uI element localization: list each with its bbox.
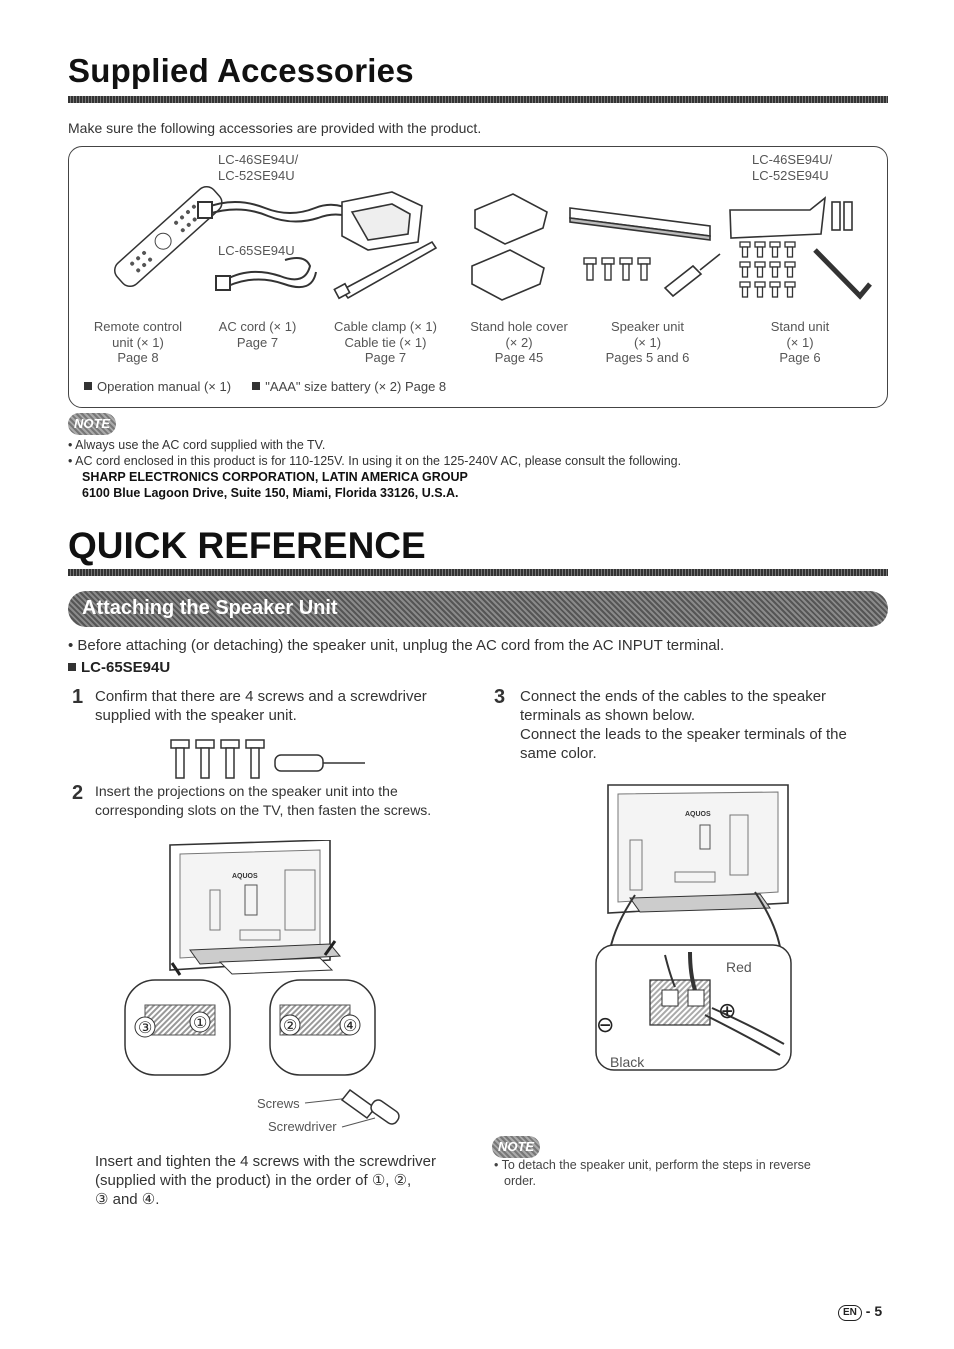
step-1-number: 1 (72, 686, 84, 708)
step-2-illustration (120, 840, 400, 1145)
svg-text:④: ④ (343, 1018, 358, 1035)
quick-reference-title: QUICK REFERENCE (68, 525, 426, 566)
remote-control-illustration (111, 183, 226, 291)
step-1-illustration (160, 735, 370, 785)
stand-hole-cover-illustration (472, 194, 547, 300)
caption-stand-unit: Stand unit (× 1) Page 6 (770, 319, 830, 365)
screwdriver-illustration (665, 254, 720, 296)
intro-text: Make sure the following accessories are provided with the product. (68, 120, 482, 136)
svg-text:Screwdriver: Screwdriver (268, 1119, 337, 1134)
square-bullet-icon (84, 382, 92, 390)
model-label-right: LC-46SE94U/ LC-52SE94U (752, 152, 833, 183)
note-1: • Always use the AC cord supplied with the TV. • AC cord enclosed in this product is for 110-125V. In using it on the 125-240V AC, please consult the following. SHARP ELECTRONICS CORPORATION, LATIN AMERICA GROUP 6100 Blue Lagoon Drive, Suite 150, Miami, Florida 33126, U.S.A. (68, 438, 682, 500)
step-2-number: 2 (72, 782, 84, 804)
speaker-unit-illustration (570, 208, 710, 240)
caption-cable-clamp: Cable clamp (× 1) Cable tie (× 1) Page 7 (334, 319, 437, 365)
caption-speaker-unit: Speaker unit (× 1) Pages 5 and 6 (605, 319, 690, 365)
svg-text:Screws: Screws (257, 1096, 300, 1111)
step-1-text: Confirm that there are 4 screws and a screwdriver supplied with the speaker unit. (95, 688, 427, 724)
square-bullet-icon (252, 382, 260, 390)
extra-accessories: Operation manual (× 1) "AAA" size battery (× 2) Page 8 (84, 379, 446, 394)
caption-ac-cord: AC cord (× 1) Page 7 (218, 319, 297, 350)
cable-clamp-illustration (342, 192, 422, 250)
screwdriver-illustration (342, 1090, 400, 1126)
square-bullet-icon (68, 663, 76, 671)
note-badge-2: NOTE (492, 1136, 540, 1158)
svg-text:①: ① (193, 1015, 208, 1032)
svg-text:⊕: ⊕ (718, 998, 737, 1023)
stand-screws-illustration (740, 242, 795, 297)
language-badge: EN (838, 1305, 862, 1321)
model-heading: LC-65SE94U (68, 659, 170, 676)
section-banner: Attaching the Speaker Unit (68, 591, 888, 627)
page-title: Supplied Accessories (68, 52, 414, 89)
ac-cord-65-illustration (216, 258, 316, 290)
stand-unit-illustration (730, 198, 852, 238)
step-3-text: Connect the ends of the cables to the speaker terminals as shown below. Connect the leads to the speaker terminals of the same color. (520, 688, 847, 762)
step-3-illustration (590, 780, 800, 1085)
step-2-text: Insert the projections on the speaker unit into the corresponding slots on the TV, then fasten the screws. (95, 783, 432, 818)
step-3-number: 3 (494, 686, 506, 708)
title-rule (68, 96, 888, 103)
accessories-illustration (80, 180, 880, 315)
ac-cord-illustration (198, 202, 362, 222)
screwdriver-illustration (275, 755, 365, 771)
caption-stand-hole-cover: Stand hole cover (× 2) Page 45 (470, 319, 568, 365)
svg-text:②: ② (283, 1018, 298, 1035)
svg-text:AQUOS: AQUOS (232, 873, 258, 880)
screws-illustration (171, 740, 264, 778)
hex-key-illustration (815, 250, 870, 296)
quick-reference-rule (68, 569, 888, 576)
page-number: - 5 (865, 1303, 883, 1319)
note-2: • To detach the speaker unit, perform the steps in reverse order. (494, 1158, 811, 1188)
intro-bullet: • Before attaching (or detaching) the speaker unit, unplug the AC cord from the AC INPUT terminal. (68, 637, 725, 654)
page-footer (838, 1303, 882, 1321)
note-badge: NOTE (68, 413, 116, 435)
caption-remote: Remote control unit (× 1) Page 8 (93, 319, 183, 365)
svg-text:AQUOS: AQUOS (685, 811, 711, 818)
cable-tie-illustration (334, 242, 436, 298)
svg-text:Red: Red (726, 959, 752, 975)
svg-text:③: ③ (138, 1020, 153, 1037)
svg-text:⊖: ⊖ (596, 1012, 615, 1037)
model-label-left: LC-46SE94U/ LC-52SE94U (218, 152, 299, 183)
svg-text:Black: Black (610, 1054, 645, 1070)
model-label-65: LC-65SE94U (218, 243, 295, 258)
step-2-after-text: Insert and tighten the 4 screws with the screwdriver (supplied with the product) in the order of ①, ②, ③ and ④. (95, 1153, 436, 1208)
screws-illustration (584, 258, 650, 280)
